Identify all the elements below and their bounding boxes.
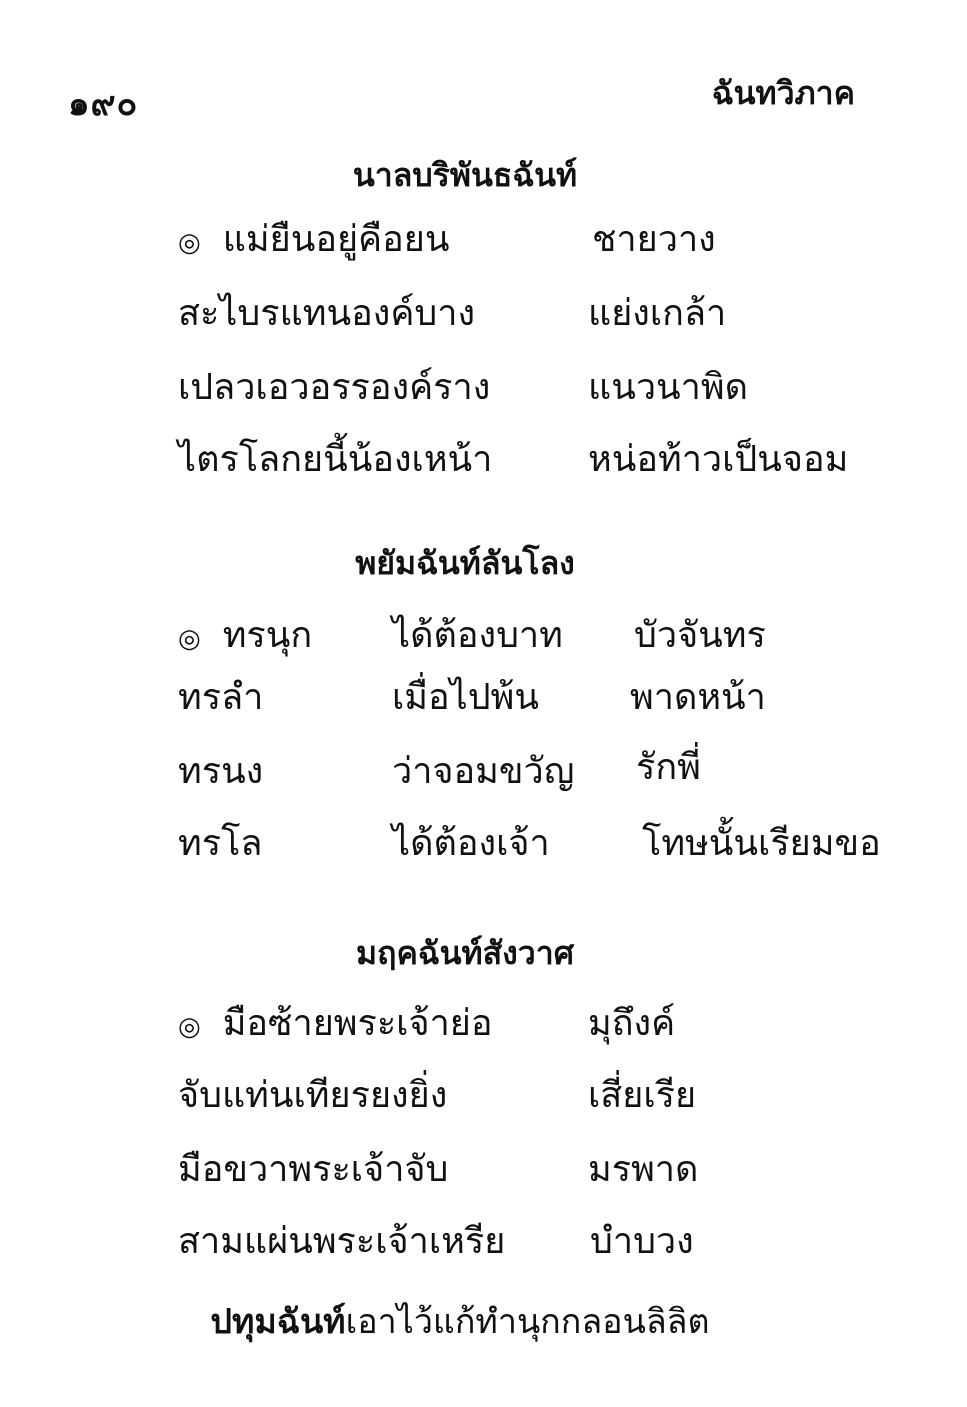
bullet-mark: ◎ [178,624,201,654]
bullet-mark: ◎ [178,1012,201,1042]
verse-first-half: สามแผ่นพระเจ้าเหรีย [178,1221,506,1262]
verse-second-half: เสี่ยเรีย [588,1075,697,1116]
verse-second-half: บำบวง [590,1221,694,1262]
closing-text: เอาไว้แก้ทำนุกกลอนลิลิต [345,1302,710,1342]
verse-line [178,1003,493,1044]
verse-second-half: ชายวาง [592,219,716,260]
running-header-title: ฉันทวิภาค [711,74,855,112]
verse-second-half: มุถึงค์ [588,1003,676,1044]
verse-col-1: ทรโล [178,823,263,864]
verse-col-3: บัวจันทร [634,615,766,656]
verse-col-1: ◎ ทรนุก [178,615,313,656]
verse-col-3: พาดหน้า [630,677,766,718]
verse-col-3: โทษนั้นเรียมขอ [642,823,881,864]
verse-second-half: มรพาด [588,1149,699,1190]
verse-col-1: ทรนง [178,751,264,792]
verse-col-2: ได้ต้องเจ้า [392,823,550,864]
verse-col-2: ว่าจอมขวัญ [392,751,575,792]
verse-first-half: เปลวเอวอรรองค์ราง [178,367,491,408]
verse-first-half: มือขวาพระเจ้าจับ [178,1149,449,1190]
section-title-1: นาลบริพันธฉันท์ [352,156,578,194]
verse-first-half: ไตรโลกยนี้น้องเหน้า [178,439,493,480]
closing-bold-title: ปทุมฉันท์ [210,1302,346,1342]
verse-col-3: รักพี่ [636,747,701,788]
section-title-3: มฤคฉันท์สังวาศ [355,934,575,972]
verse-second-half: แนวนาพิด [588,367,748,408]
verse-col-2: เมื่อไปพ้น [392,677,539,718]
verse-col-1: ทรลำ [178,677,264,718]
page-number: ๑๙๐ [68,84,139,124]
verse-line [178,219,450,260]
verse-second-half: หน่อท้าวเป็นจอม [588,439,849,480]
verse-col-2: ได้ต้องบาท [392,615,563,656]
bullet-mark: ◎ [178,228,201,258]
section-title-2: พยัมฉันท์ลันโลง [355,544,575,582]
verse-first-half: สะไบรแทนองค์บาง [178,293,476,334]
closing-line [0,1294,920,1348]
verse-first-half: จับแท่นเทียรยงยิ่ง [178,1075,448,1116]
verse-second-half: แย่งเกล้า [588,293,727,334]
verse-first-half: แม่ยืนอยู่คือยน [222,219,450,260]
verse-first-half: มือซ้ายพระเจ้าย่อ [222,1003,493,1044]
